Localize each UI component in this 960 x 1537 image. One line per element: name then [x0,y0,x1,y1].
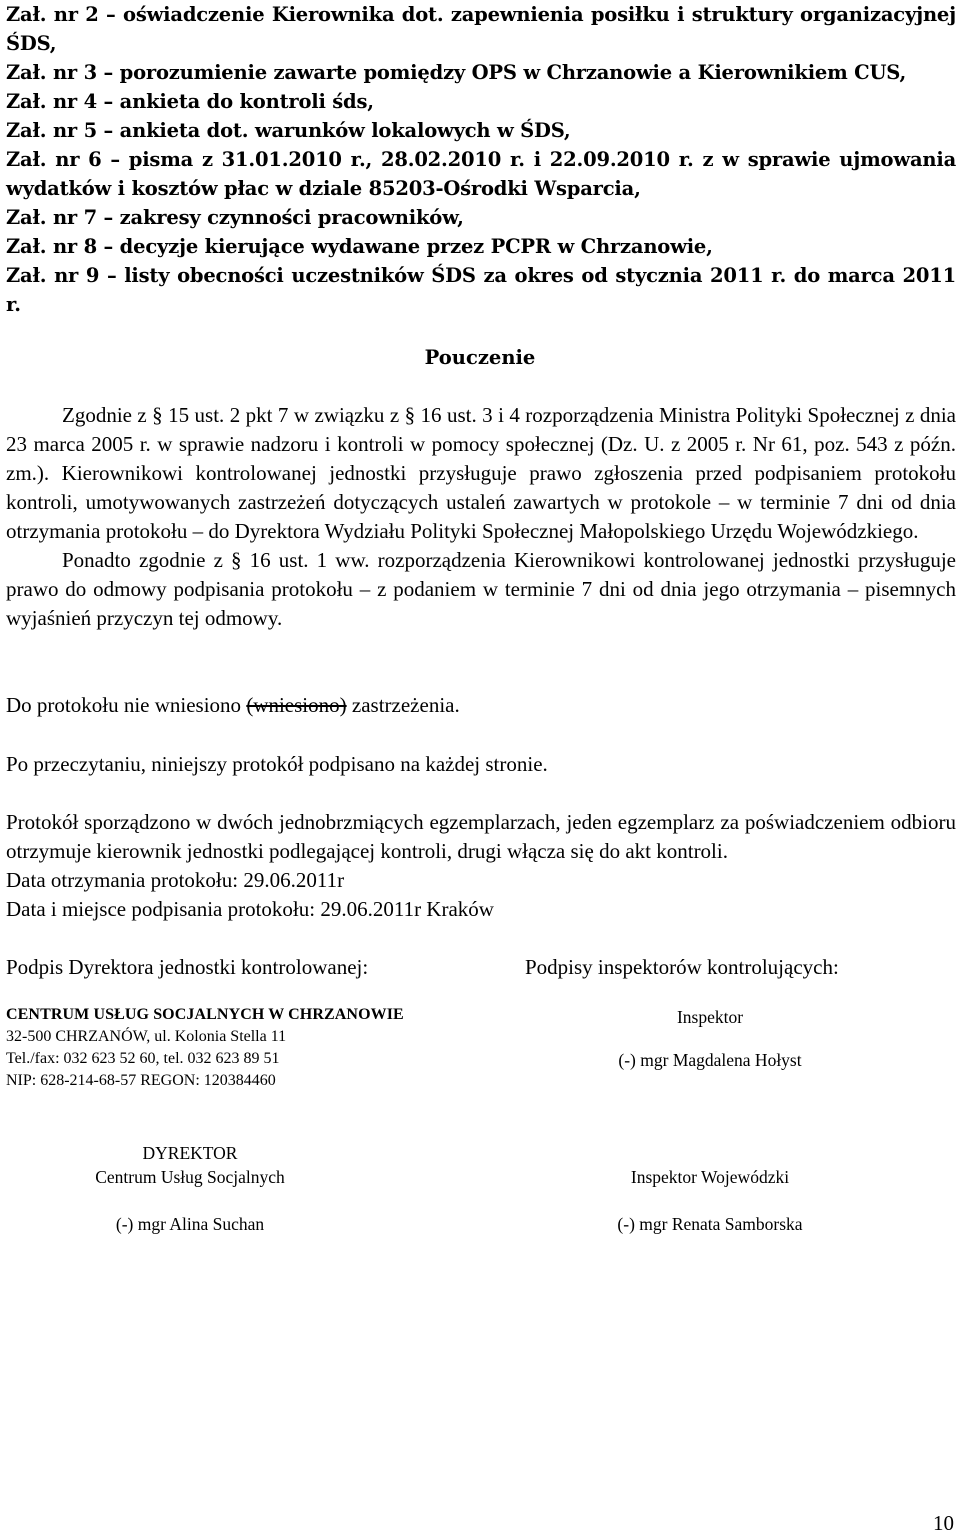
closing-section [6,808,956,924]
director-org: Centrum Usług Socjalnych [95,1167,285,1187]
stamp-name: CENTRUM USŁUG SOCJALNYCH W CHRZANOWIE [6,1006,404,1023]
voivodeship-inspector-title: Inspektor Wojewódzki [630,1167,790,1187]
objections-struck-text: (wniesiono) [246,693,347,717]
attachment-item: Zał. nr 9 – listy obecności uczestników ŚDS za okres od stycznia 2011 r. do marca 2011 r. [6,264,956,316]
objections-suffix: zastrzeżenia. [346,693,460,717]
inspector-name: (-) mgr Magdalena Hołyst [618,1050,802,1070]
director-title: DYREKTOR [142,1143,238,1163]
attachments-list [6,0,956,319]
objections-prefix: Do protokołu nie wniesiono [6,693,247,717]
inspector-title: Inspektor [676,1007,744,1027]
inspectors-signature-label: Podpisy inspektorów kontrolujących: [525,955,839,979]
attachment-item: Zał. nr 3 – porozumienie zawarte pomiędzy OPS w Chrzanowie a Kierownikiem CUS, [6,61,907,84]
stamp-ids: NIP: 628-214-68-57 REGON: 120384460 [6,1072,276,1089]
director-name: (-) mgr Alina Suchan [115,1214,265,1234]
signed-note-text: Po przeczytaniu, niniejszy protokół podpisano na każdej stronie. [6,752,548,776]
attachment-item: Zał. nr 4 – ankieta do kontroli śds, [6,90,374,113]
section-heading: Pouczenie [424,346,536,369]
instruction-paragraph: Zgodnie z § 15 ust. 2 pkt 7 w związku z § 16 ust. 3 i 4 rozporządzenia Ministra Polityki Społecznej z dnia 23 marca 2005 r. w sprawie nadzoru i kontroli w pomocy społecznej (Dz. U. z 2005 r. Nr 61, poz. 543 z późn. zm.). Kierownikowi kontrolowanej jednostki przysługuje prawo zgłoszenia przed podpisaniem protokołu kontroli, umotywowanych zastrzeżeń dotyczących ustaleń zawartych w protokole – w terminie 7 dni od dnia otrzymania protokołu – do Dyrektora Wydziału Polityki Społecznej Małopolskiego Urzędu Wojewódzkiego. [6,403,956,543]
instruction-paragraph: Ponadto zgodnie z § 16 ust. 1 ww. rozporządzenia Kierownikowi kontrolowanej jednostki przysługuje prawo do odmowy podpisania protokołu – z podaniem w terminie 7 dni od dnia jego otrzymania – pisemnych wyjaśnień przyczyn tej odmowy. [6,548,956,630]
voivodeship-inspector-name: (-) mgr Renata Samborska [617,1214,803,1234]
institution-stamp [6,1004,506,1092]
objections-statement [6,691,956,720]
instruction-section [6,401,956,633]
signed-note [6,750,956,779]
sign-date-place: Data i miejsce podpisania protokołu: 29.06.2011r Kraków [6,897,494,921]
director-signature-label: Podpis Dyrektora jednostki kontrolowanej: [6,955,369,979]
copies-note: Protokół sporządzono w dwóch jednobrzmiących egzemplarzach, jeden egzemplarz za poświadczeniem odbioru otrzymuje kierownik jednostki podlegającej kontroli, drugi włącza się do akt kontroli. [6,810,956,863]
attachment-item: Zał. nr 7 – zakresy czynności pracowników, [6,206,464,229]
attachment-item: Zał. nr 8 – decyzje kierujące wydawane przez PCPR w Chrzanowie, [6,235,713,258]
director-block [40,1141,340,1236]
attachment-item: Zał. nr 5 – ankieta dot. warunków lokalowych w ŚDS, [6,119,571,142]
inspector-block [580,1005,840,1072]
voivodeship-inspector-block [560,1165,860,1236]
receipt-date: Data otrzymania protokołu: 29.06.2011r [6,868,345,892]
stamp-address: 32-500 CHRZANÓW, ul. Kolonia Stella 11 [6,1028,287,1045]
attachment-item: Zał. nr 2 – oświadczenie Kierownika dot. zapewnienia posiłku i struktury organizacyjnej ŚDS, [6,3,956,55]
attachment-item: Zał. nr 6 – pisma z 31.01.2010 r., 28.02.2010 r. i 22.09.2010 r. z w sprawie ujmowania wydatków i kosztów płac w dziale 85203-Ośrodki Wsparcia, [6,148,956,200]
stamp-phone: Tel./fax: 032 623 52 60, tel. 032 623 89 51 [6,1050,280,1067]
page-number: 10 [933,1511,954,1535]
